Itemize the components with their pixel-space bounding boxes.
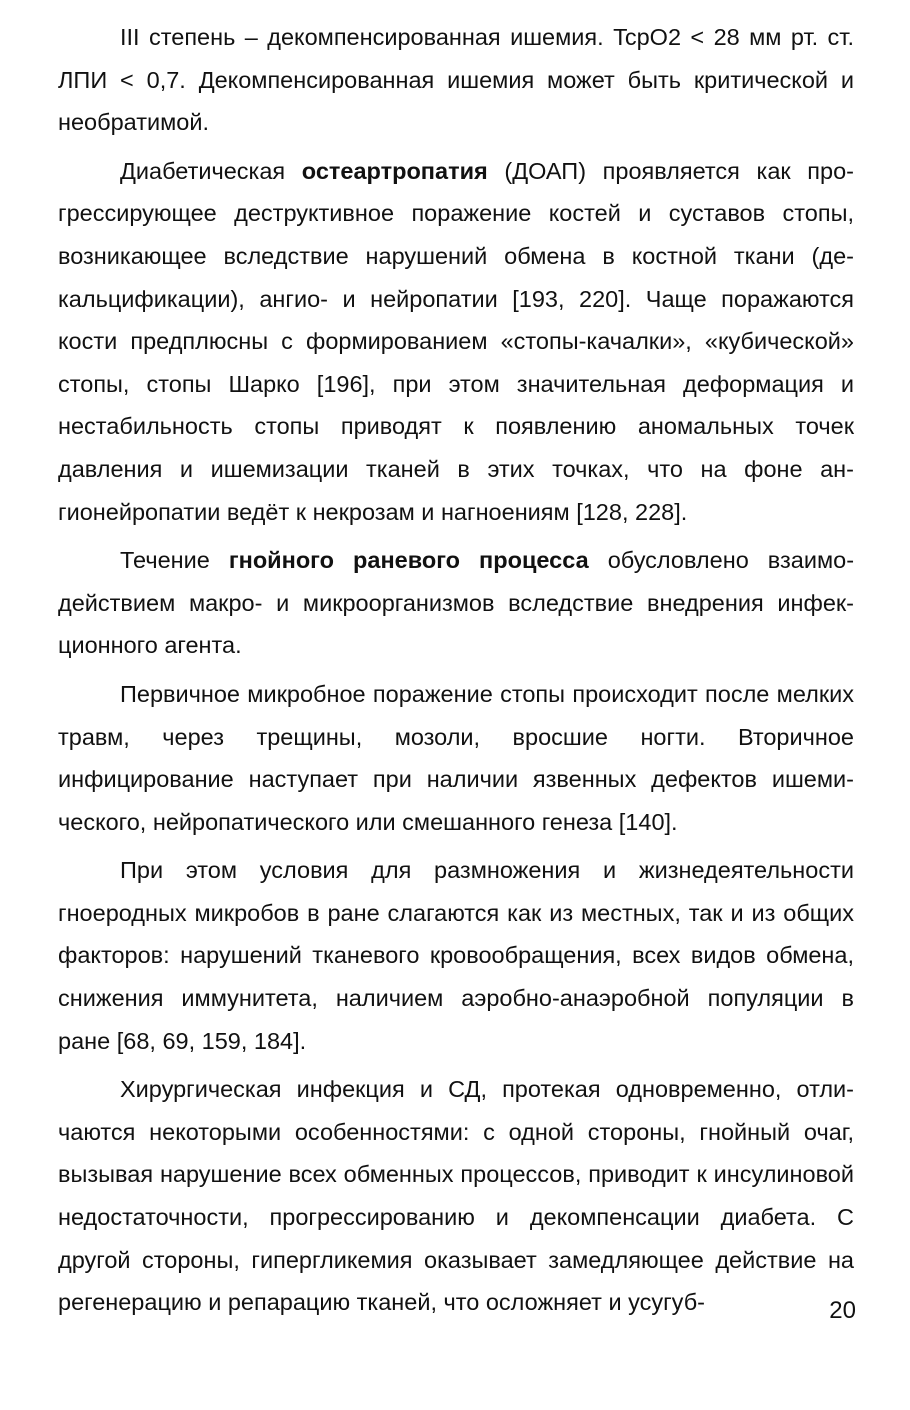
text-segment: (ДОАП) проявляется как прогрессирующее деструктивное поражение костей и суставов стопы, возникающее вследствие нарушений обмена в костной ткани (декальцификации), ангио- и нейропатии [193, 220]. Чаще поражаются кости предплюсны с формированием «стопы-качалки», «кубической» стопы, стопы Шарко [196], при этом значительная деформация и нестабильность стопы приводят к появлению аномальных точек давления и ишемизации тканей в этих точках, что на фоне ангионейропатии ведёт к некрозам и нагноениям [128, 228]. (58, 157, 854, 525)
bold-term: гнойного раневого процесса (228, 547, 589, 574)
text-segment: Хирургическая инфекция и СД, протекая одновременно, отличаются некоторыми особенностями: с одной стороны, гнойный очаг, вызывая нарушение всех обменных процессов, приводит к инсулиновой недостаточности, прогрессированию и декомпенсации диабета. С другой стороны, гипергликемия оказывает замедляющее действие на регенерацию и репарацию тканей, что осложняет и усугуб- (58, 1076, 854, 1316)
paragraph-primary-infection (58, 673, 854, 843)
page-number: 20 (829, 1297, 856, 1324)
paragraph-ischemia-stage-3 (58, 16, 854, 144)
text-segment: III степень – декомпенсированная ишемия. TcpO2 < 28 мм рт. ст. ЛПИ < 0,7. Декомпенсированная ишемия может быть критической и необратимой. (58, 24, 854, 136)
paragraph-purulent-process (58, 539, 854, 667)
body-text (58, 16, 854, 1324)
text-segment: обусловлено взаимодействием макро- и микроорганизмов вследствие внедрения инфекционного агента. (58, 547, 855, 659)
text-segment: Первичное микробное поражение стопы происходит после мелких травм, через трещины, мозоли, вросшие ногти. Вторичное инфицирование наступает при наличии язвенных дефектов ишемического, нейропатического или смешанного генеза [140]. (58, 680, 854, 835)
text-segment: При этом условия для размножения и жизнедеятельности гноеродных микробов в ране слагаются как из местных, так и из общих факторов: нарушений тканевого кровообращения, всех видов обмена, снижения иммунитета, наличием аэробно-анаэробной популяции в ране [68, 69, 159, 184]. (58, 857, 854, 1054)
bold-term: остеартропатия (301, 157, 488, 184)
paragraph-osteoarthropathy (58, 150, 854, 533)
paragraph-surgical-infection (58, 1068, 854, 1324)
text-segment: Течение (120, 547, 229, 574)
paragraph-microbe-conditions (58, 849, 854, 1062)
text-segment: Диабетическая (120, 157, 302, 184)
